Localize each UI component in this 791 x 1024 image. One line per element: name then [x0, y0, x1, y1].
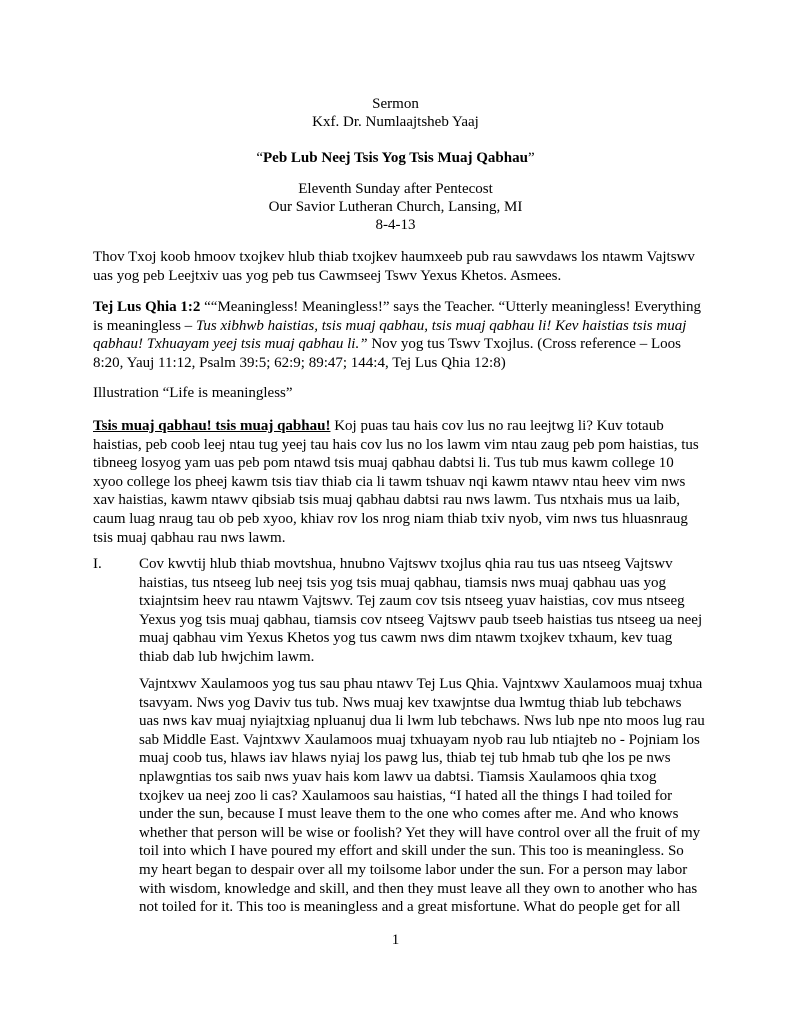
section-paragraph-2: Vajntxwv Xaulamoos yog tus sau phau ntawv Tej Lus Qhia. Vajntxwv Xaulamoos muaj txhua tsavyam. Nws yog Daviv tus tub. Nws muaj kev txawjntse dua lwmtug thiab lub tebchaws uas nws kav muaj nyiajtxiag npluanuj dua li lwm lub tebchaws. Nws lub npe nto moos lug rau sab Middle East. Vajntxwv Xaulamoos muaj txhuayam nyob rau lub ntiajteb no - Pojniam los muaj coob tus, hlaws iav hlaws nyiaj los pawg lus, thiab tej tub hmab tub qhe los pe nws nplawgntias tos saib nws yuav hais kom lawv ua dabtsi. Tiamsis Xaulamoos qhia txog txojkev ua neej zoo li cas? Xaulamoos sau haistias, “I hated all the things I had toiled for under the sun, because I must leave them to the one who comes after me. And who knows whether that person will be wise or foolish? Yet they will have control over all the fruit of my toil into which I have poured my effort and skill under the sun. This too is meaningless. So my heart began to despair over all my toilsome labor under the sun. For a person may labor with wisdom, knowledge and skill, and then they must leave all they own to another who has not toiled for it. This too is meaningless and a great misfortune. What do people get for all: [139, 676, 705, 916]
title-close-quote: ”: [527, 150, 535, 166]
opening-prayer: Thov Txoj koob hmoov txojkev hlub thiab txojkev haumxeeb pub rau sawvdaws los ntawm Vajtswv uas yog peb Leejtxiv uas yog peb tus Cawmseej Tswv Yexus Khetos. Asmees.: [93, 249, 695, 284]
scripture-hmong: Tus xibhwb haistias, tsis muaj qabhau, tsis muaj qabhau li! Kev haistias tsis muaj qabhau! Txhuayam yeej tsis muaj qabhau li.”: [93, 317, 687, 353]
occasion: Eleventh Sunday after Pentecost: [298, 181, 493, 197]
title-open-quote: “: [256, 150, 264, 166]
sermon-label: Sermon: [372, 96, 419, 112]
scripture-reference: Tej Lus Qhia 1:2: [93, 299, 201, 315]
intro-text: Koj puas tau hais cov lus no rau leejtwg li? Kuv totaub haistias, peb coob leej ntau tug yeej tau hais cov lus no los lawm vim ntau zaug peb pom haistias, tus tibneeg losyog yam uas peb pom ntawd tsis muaj qabhau dabtsi li. Tus tub mus kawm college 10 xyoo college los pheej kawm tsis tiav thiab cia li tawm tshuav nqi kawm ntawv ntau heev vim nws xav haistias, kawm ntawv qibsiab tsis muaj qabhau dabtsi rau nws lawm. Tus ntxhais mus ua laib, caum luag nraug tau ob peb xyoo, khiav rov los nrog niam thiab txiv nyob, vim nws tus hluasnraug tsis muaj qabhau rau nws lawm.: [93, 418, 699, 546]
scripture-english: ““Meaningless! Meaningless!” says the Teacher. “Utterly meaningless! Everything is meaningless –: [93, 299, 701, 334]
intro-paragraph: [93, 417, 705, 547]
scripture-reading: [93, 298, 705, 372]
page-number: 1: [391, 932, 400, 948]
section-paragraph-1: Cov kwvtij hlub thiab movtshua, hnubno Vajtswv txojlus qhia rau tus uas ntseeg Vajtswv haistias, tus ntseeg lub neej tsis yog tsis muaj qabhau, tiamsis nws muaj qabhau uas yog txiajntsim heev rau ntawm Vajtswv. Tej zaum cov tsis ntseeg yuav haistias, cov mus ntseeg Yexus yog tsis muaj qabhau, tiamsis cov ntseeg Vajtswv paub tseeb haistias tus ntseeg ua neej muaj qabhau vim Yexus Khetos yog tus cawm nws dim ntawm txojkev txhaum, kev tuag thiab dab lub hwjchim lawm.: [139, 556, 703, 665]
sermon-date: 8-4-13: [375, 217, 416, 233]
author-name: Kxf. Dr. Numlaajtsheb Yaaj: [312, 114, 479, 130]
illustration-heading: Illustration “Life is meaningless”: [93, 385, 293, 401]
intro-lead: Tsis muaj qabhau! tsis muaj qabhau!: [93, 418, 331, 434]
sermon-title: [0, 149, 791, 168]
church-location: Our Savior Lutheran Church, Lansing, MI: [268, 199, 523, 215]
scripture-cross-reference: Nov yog tus Tswv Txojlus. (Cross reference – Loos 8:20, Yauj 11:12, Psalm 39:5; 62:9; 89:47; 144:4, Tej Lus Qhia 12:8): [93, 336, 681, 371]
section-number: I.: [93, 556, 102, 572]
title-text: Peb Lub Neej Tsis Yog Tsis Muaj Qabhau: [263, 150, 528, 166]
